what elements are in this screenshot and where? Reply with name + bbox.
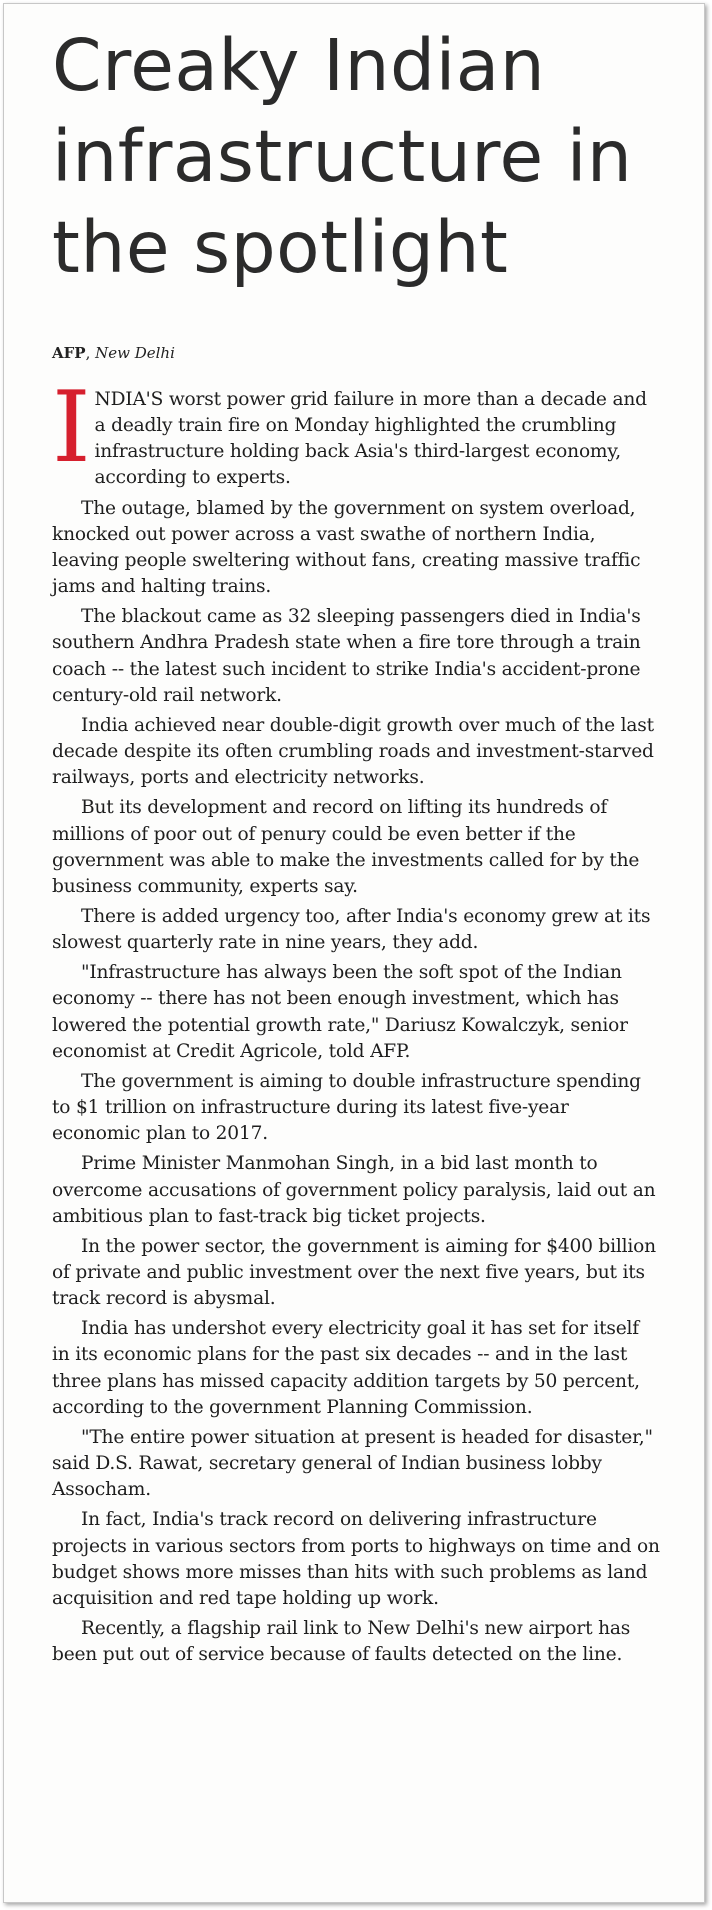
paragraph: In fact, India's track record on delivering infrastructure projects in various sectors from ports to highways on time and on budget shows more misses than hits with such problems as land acquisition and red tape holding up work. — [52, 1509, 660, 1609]
paragraph: "Infrastructure has always been the soft spot of the Indian economy -- there has not been enough investment, which has lowered the potential growth rate," Dariusz Kowalczyk, senior economist at Credit Agricole, told AFP. — [52, 962, 628, 1062]
paragraph: India has undershot every electricity goal it has set for itself in its economic plans for the past six decades -- and in the last three plans has missed capacity addition targets by 50 percent, according to the government Planning Commission. — [52, 1318, 640, 1418]
paragraph — [52, 371, 662, 492]
headline: Creaky Indian infrastructure in the spotlight — [52, 24, 633, 289]
paragraph: Recently, a flagship rail link to New Delhi's new airport has been put out of service because of faults detected on the line. — [52, 1618, 631, 1666]
paragraph: There is added urgency too, after India's economy grew at its slowest quarterly rate in nine years, they add. — [52, 905, 651, 954]
paragraph: The government is aiming to double infrastructure spending to $1 trillion on infrastructure during its latest five-year economic plan to 2017. — [52, 1070, 641, 1145]
paragraph: The blackout came as 32 sleeping passengers died in India's southern Andhra Pradesh state when a fire tore through a train coach -- the latest such incident to strike India's accident-prone century-old rail network. — [52, 606, 641, 706]
paragraph-text: NDIA'S worst power grid failure in more than a decade and a deadly train fire on Monday highlighted the crumbling infrastructure holding back Asia's third-largest economy, according to experts. — [94, 389, 647, 489]
paragraph: "The entire power situation at present is headed for disaster," said D.S. Rawat, secretary general of Indian business lobby Assocham. — [52, 1426, 653, 1501]
byline-agency: AFP — [52, 344, 86, 362]
drop-cap: I — [52, 371, 91, 485]
paragraph: India achieved near double-digit growth over much of the last decade despite its often crumbling roads and investment-starved railways, ports and electricity networks. — [52, 714, 654, 789]
article-body — [52, 371, 662, 1672]
paragraph: The outage, blamed by the government on system overload, knocked out power across a vast swathe of northern India, leaving people sweltering without fans, creating massive traffic jams and halting trains. — [52, 497, 641, 598]
byline-location: New Delhi — [95, 344, 175, 362]
paragraph: Prime Minister Manmohan Singh, in a bid last month to overcome accusations of government policy paralysis, laid out an ambitious plan to fast-track big ticket projects. — [52, 1153, 656, 1227]
newspaper-clipping — [3, 3, 705, 1903]
paragraph: But its development and record on lifting its hundreds of millions of poor out of penury could be even better if the government was able to make the investments called for by the business community, experts say. — [52, 797, 640, 897]
byline: AFP, New Delhi — [52, 344, 175, 362]
paragraph: In the power sector, the government is aiming for $400 billion of private and public investment over the next five years, but its track record is abysmal. — [52, 1235, 656, 1310]
